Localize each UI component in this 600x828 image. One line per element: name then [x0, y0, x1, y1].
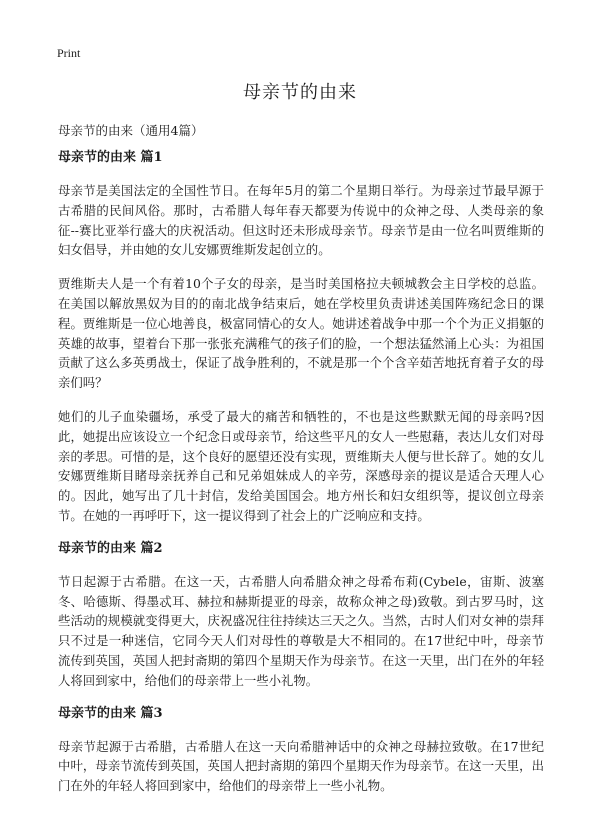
print-link[interactable]: Print: [57, 46, 81, 60]
section-3: [58, 705, 544, 796]
paragraph: 贾维斯夫人是一个有着10个子女的母亲，是当时美国格拉夫顿城教会主日学校的总监。在美国以解放黑奴为目的的南北战争结束后，她在学校里负责讲述美国阵殇纪念日的课程。贾维斯是一位心地善良，极富同情心的女人。她讲述着战争中那一个个为正义捐躯的英雄的故事，望着台下那一张张充满稚气的孩子们的脸，一个想法猛然涌上心头：为祖国贡献了这么多英勇战士，保证了战争胜利的，不就是那一个个含辛茹苦地抚育着子女的母亲们吗？: [58, 276, 544, 391]
section-2: [58, 540, 544, 691]
paragraph: 她们的儿子血染疆场，承受了最大的痛苦和牺牲的，不也是这些默默无闻的母亲吗?因此，她提出应该设立一个纪念日或母亲节，给这些平凡的女人一些慰藉，表达儿女们对母亲的孝思。可惜的是，这个良好的愿望还没有实现，贾维斯夫人便与世长辞了。她的女儿安娜贾维斯目睹母亲抚养自己和兄弟姐妹成人的辛劳，深感母亲的提议是适合天理人心的。因此，她写出了几十封信，发给美国国会。地方州长和妇女组织等，提议创立母亲节。在她的一再呼吁下，这一提议得到了社会上的广泛响应和支持。: [58, 408, 544, 523]
paragraph: 节日起源于古希腊。在这一天，古希腊人向希腊众神之母希布莉(Cybele，宙斯、波塞冬、哈德斯、得墨忒耳、赫拉和赫斯提亚的母亲，故称众神之母)致敬。到古罗马时，这些活动的规模就变得更大，庆祝盛况往往持续达三天之久。当然，古时人们对女神的崇拜只不过是一种迷信，它同今天人们对母性的尊敬是大不相同的。在17世纪中叶，母亲节流传到英国，英国人把封斋期的第四个星期天作为母亲节。在这一天里，出门在外的年轻人将回到家中，给他们的母亲带上一些小礼物。: [58, 573, 544, 688]
section-heading: 母亲节的由来 篇1: [58, 150, 163, 165]
section-heading: 母亲节的由来 篇3: [58, 705, 163, 721]
section-1: [58, 149, 544, 526]
paragraph: 母亲节是美国法定的全国性节日。在每年5月的第二个星期日举行。为母亲过节最早源于古希腊的民间风俗。那时，古希腊人每年春天都要为传说中的众神之母、人类母亲的象征--赛比亚举行盛大的庆祝活动。但这时还未形成母亲节。母亲节是由一位名叫贾维斯的妇女倡导，并由她的女儿安娜贾维斯发起创立的。: [58, 183, 544, 258]
page-title: 母亲节的由来: [243, 82, 357, 103]
paragraph: 母亲节起源于古希腊，古希腊人在这一天向希腊神话中的众神之母赫拉致敬。在17世纪中叶，母亲节流传到英国，英国人把封斋期的第四个星期天作为母亲节。在这一天里，出门在外的年轻人将回到家中，给他们的母亲带上一些小礼物。: [58, 738, 544, 794]
document-subtitle: 母亲节的由来（通用4篇）: [58, 123, 204, 138]
section-heading: 母亲节的由来 篇2: [58, 540, 163, 556]
document-body: [58, 149, 544, 810]
